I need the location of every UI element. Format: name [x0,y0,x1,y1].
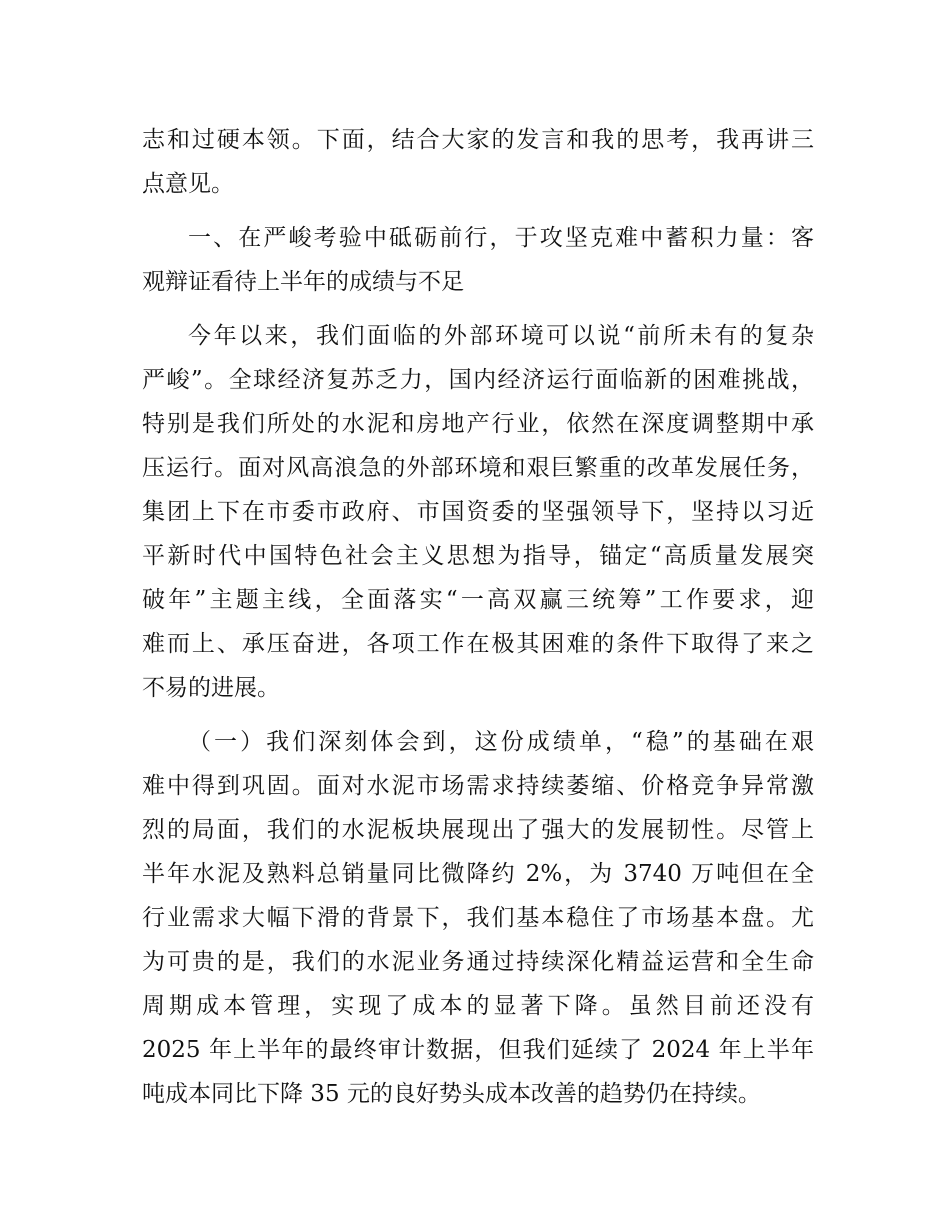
text-line: 一、在严峻考验中砥砺前行，于攻坚克难中蓄积力量：客 [188,225,814,251]
text-line: 严峻”。全球经济复苏乏力，国内经济运行面临新的困难挑战， [142,367,814,393]
text-line: 压运行。面对风高浪急的外部环境和艰巨繁重的改革发展任务， [142,455,814,481]
text-line: 难中得到巩固。面对水泥市场需求持续萎缩、价格竞争异常激 [142,773,814,799]
document-body [142,118,814,1126]
text-line: 2025 年上半年的最终审计数据，但我们延续了 2024 年上半年 [142,1037,814,1063]
text-line: 半年水泥及熟料总销量同比微降约 2%，为 3740 万吨但在全 [142,861,814,887]
text-line: 今年以来，我们面临的外部环境可以说“前所未有的复杂 [188,323,814,349]
text-line: 不易的进展。 [142,675,280,701]
text-line: （一）我们深刻体会到，这份成绩单，“稳”的基础在艰 [188,729,814,755]
text-line: 行业需求大幅下滑的背景下，我们基本稳住了市场基本盘。尤 [142,905,814,931]
text-line: 特别是我们所处的水泥和房地产行业，依然在深度调整期中承 [142,411,814,437]
section-heading [142,216,814,304]
paragraph-overview [142,314,814,710]
text-line: 志和过硬本领。下面，结合大家的发言和我的思考，我再讲三 [142,127,814,153]
paragraph-section-one [142,720,814,1116]
text-line: 集团上下在市委市政府、市国资委的坚强领导下，坚持以习近 [142,499,814,525]
text-line: 吨成本同比下降 35 元的良好势头成本改善的趋势仍在持续。 [142,1081,761,1107]
text-line: 点意见。 [142,171,234,197]
text-line: 平新时代中国特色社会主义思想为指导，锚定“高质量发展突 [142,543,814,569]
text-line: 破年”主题主线，全面落实“一高双赢三统筹”工作要求，迎 [142,587,814,613]
text-line: 难而上、承压奋进，各项工作在极其困难的条件下取得了来之 [142,631,814,657]
paragraph-intro [142,118,814,206]
text-line: 烈的局面，我们的水泥板块展现出了强大的发展韧性。尽管上 [142,817,814,843]
text-line: 为可贵的是，我们的水泥业务通过持续深化精益运营和全生命 [142,949,814,975]
text-line: 观辩证看待上半年的成绩与不足 [142,269,464,295]
text-line: 周期成本管理，实现了成本的显著下降。虽然目前还没有 [142,993,814,1019]
